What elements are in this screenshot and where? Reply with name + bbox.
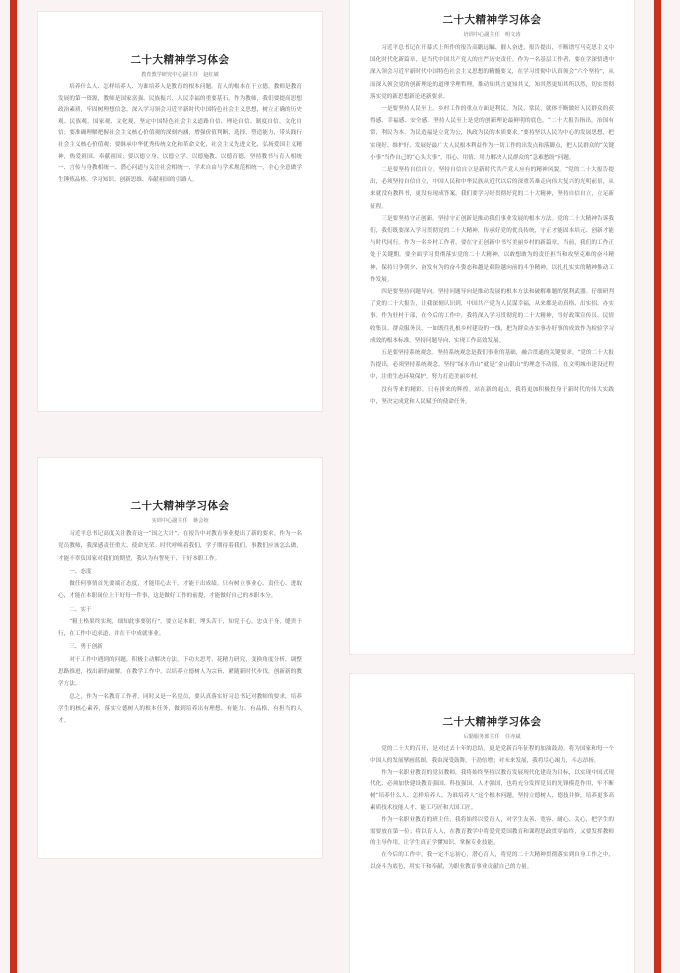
document-title: 二十大精神学习体会 <box>442 14 542 26</box>
left-red-border <box>10 0 17 973</box>
right-red-border <box>654 0 661 973</box>
document-author: 教育教学研究中心副主任 赵红敏 <box>141 72 219 78</box>
document-author: 后勤服务部主任 任亦斌 <box>463 734 521 740</box>
paragraph: 四是要坚持问题导向。坚持问题导向是推动发展的根本方法和破解难题的锐利武器。仔细研判了党的二十大报告，让我深刻认识到，中国共产党为人民谋幸福，从来都是动真格、出实招、办实事。作为驻村干部，在今后的工作中，我将深入学习贯彻党的二十大精神，当好政策宣传员、民情收集员、群众服务员，一如既往扎根乡村建设的一线，把为群众办实事办好事的成效作为检验学习成效的根本标准，坚持问题导向，实现工作高效发展。 <box>370 289 614 344</box>
document-page-2 <box>38 458 322 858</box>
paragraph: 对于工作中遇到的问题，积极主动解决方法，下功夫思考，花精力研究，变换角度分析，调整思路推进，找出新的破解。在教学工作中，以培养立德树人为宗旨，紧随新时代步伐，创新新的教学方法。 <box>58 656 302 688</box>
paragraph: 做任何事情首先要端正态度，才能用心去干，才能干出成绩。只有树立事业心、责任心、进取心，才能在本职岗位上干好每一件事，这是做好工作的前提，才能做好自己的本职本分。 <box>58 581 302 600</box>
document-page-1 <box>38 12 322 411</box>
paragraph: “粗土格果终实现，细知此事要躬行”。要立足本职，埋头苦干，知党于心，忠贞于身，缝贵于行，在工作中追求道，并在干中成就事业。 <box>58 618 302 638</box>
paragraph: 习近平总书记高度关注教育这一“国之大计”，在报告中对教育事业提出了新的要求。作为一名党员教师，我深感责任重大、使命光荣。时代呼唤着我们，学子期待着我们，事教们应该怎么做，才能不辜负国家对我们的期望，我认为有誓死干、干好本职工作。 <box>58 531 302 562</box>
paragraph: 五是要坚持系统观念。坚持系统观念是我们事业的基础，融合贯通的关键要求。“党的二十大报告提出，必须坚持系统观念。坚持“绿水青山”就是“金山银山”的理念不动摇，在文明城市建设过程中，注重生态环境保护，努力打造美丽乡村。 <box>370 350 614 381</box>
section-heading: 三、勇于创新 <box>69 644 103 651</box>
paragraph: 作为一名职业教育的党员教师，我将始终坚持以教育发展现代化建设为目标，以实现中国式现代化、必须加快建设教育强国、科技强国、人才强国，也将充分发挥党员的先锋模范作用，牢不断树“培养什么人、怎样培养人、为谁培养人”这个根本问题，坚持立德树人，德技并修，培养更多高素质技术技能人才、能工巧匠和大国工匠。 <box>370 769 614 811</box>
document-title: 二十大精神学习体会 <box>130 500 230 512</box>
paragraph: 习近平总书记在开幕式上所作的报告高瞻远瞩、催人奋进，报告提出，不断谱写马克思主义中国化时代化新篇章，是当代中国共产党人的庄严历史责任。作为一名基层工作者，要在学深悟透中深入领会习近平新时代中国特色社会主义思想的精髓要义，在学习贯彻中认真领会“六个坚持”，从而深入领会党的创新理论的道理学理哲理，推动知其言更知其义，知其然更知其所以然，切实贯彻落实党的新思想新论述新要求。 <box>370 45 614 100</box>
paragraph: 没有等来的精彩，只有拼来的辉煌。站在新的起点，我将更加积极投身于新时代的伟大实践中，坚决完成党和人民赋予的使命任务。 <box>370 386 614 405</box>
paragraph: 总之，作为一名教育工作者，同时又是一名党员，要认真落实好习总书记对教师的要求，培养学生的核心素养，落实立德树人的根本任务，做到培养出有理想、有能力、有品格、有担当的人才。 <box>58 693 302 725</box>
paragraph: 党的二十大的召开，是对过去十年的总结，更是党新百年征程的加油鼓劲。将为国家和每一个中国人的发展擘画蓝图，我由深受鼓舞，干劲倍增；对未来发展，我将尽心竭力，斗志昂扬。 <box>370 746 614 764</box>
paragraph: 培养什么人、怎样培养人、为谁培养人是教育的根本问题。育人的根本在于立德。教师是教育发展的第一资源，教师是国家富强、民族振兴、人民幸福的重要基石。作为教师，我们要提高思想政治素质，牢固树理想信念。深入学习领会习近平新时代中国特色社会主义思想，树立正确的历史观、民族观、国家观、文化观，坚定中国特色社会主义道路自信、理论自信、制度自信、文化自信；要准确理解把握社会主义核心价值观的深刻内涵，增强价值判断、选择、塑造能力，带头践行社会主义核心价值观；要继承中华优秀传统文化和革命文化，社会主义先进文化，弘扬爱国主义精神，热爱祖国、奉献祖国；要以德立身、以德立学、以德施教、以德育德，坚持教书与育人相统一、言传与身教相统一、潜心问道与关注社会相统一、学术自由与学术规范相统一，全心全意做学生锤炼品格、学习知识、创新思维、奉献祖国的引路人。 <box>58 84 302 183</box>
paragraph: 作为一名职业教育的班主任，我将始终以爱育人，对学生友善、宽容、耐心、关心，把学生的需要放在第一位；将以育人人，在教育教学中将爱党爱国教育和课程思政贯穿始终，又要发挥教师的主导作用，让学生真正学懂知识、掌握专业技能。 <box>370 816 614 847</box>
paragraph: 二是要坚持自信自立。坚持自信自立是新时代共产党人应有的精神风貌。“党的二十大报告提出，必须坚持自信自立，中国人民和中华民族从近代以后的深重苦难走向伟大复兴的光明前景，从来就没有教科书，更没有现成答案。我们要学习好贯彻好党的二十大精神，坚持自信自立，立足新征程。 <box>370 167 614 210</box>
section-heading: 二、实干 <box>69 606 92 613</box>
document-author: 培训中心副主任 明文涛 <box>463 32 521 38</box>
document-title: 二十大精神学习体会 <box>130 54 230 66</box>
document-author: 实训中心副主任 蒋会姣 <box>151 518 209 524</box>
paragraph: 一是要坚持人民至上。乡村工作的重点方面是利民，为民，常民，就体不断做好人民群众的获得感、幸福感、安全感。坚持人民至上是党的创新理论最鲜明的底色。“二十大报告指出，治国有常，利民为本。为民造福是立党为公，执政为民的本质要求。”要持坚以人民为中心的发展思想，把实现好、维护好、发展好最广大人民根本利益作为一切工作的出发点和落脚点，把人民群众的“关键小事”当作自己的“心头大事”，用心、用情、用力解决人民群众的“急难愁盼”问题。 <box>370 106 614 161</box>
paragraph: 三是要坚持守正创新。坚持守正创新是推动我们事业发展的根本方法。党的二十大精神告诉我们，我们既要深入学习贯彻党的二十大精神，传承好党的优良传统，守正才能固本培元、创新才能与时代同行。作为一名乡村工作者，要在守正创新中书写美丽乡村的新篇章。当前，我们的工作正处于关键期。要全面学习贯彻落实党的二十大精神，以敢想敢为的责任担当和攻坚克难的奋斗精神，保持只争朝夕、奋发有为的奋斗姿态和越是艰险越向前的斗争精神，以扎扎实实的精神推动工作发展。 <box>370 215 614 283</box>
document-page-3 <box>350 0 634 654</box>
section-heading: 一、态度 <box>69 568 92 575</box>
document-title: 二十大精神学习体会 <box>442 716 542 728</box>
paragraph: 在今后的工作中，我一定不忘初心，潜心育人，将党的二十大精神贯彻落实到自身工作之中，以奋斗为底色，用实干和奉献，为职业教育事业贡献自己的力量。 <box>370 852 614 870</box>
document-page-4 <box>350 674 634 973</box>
